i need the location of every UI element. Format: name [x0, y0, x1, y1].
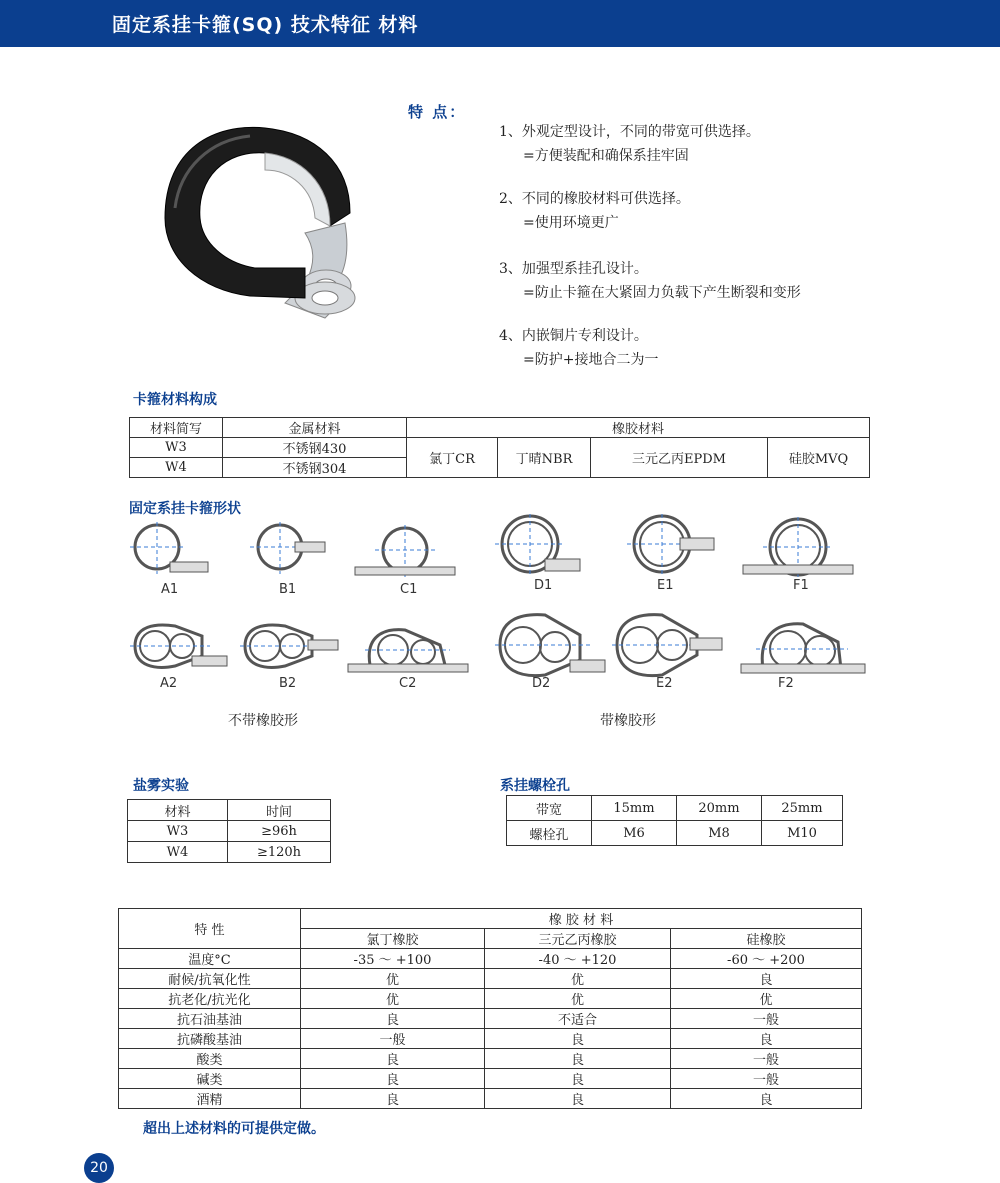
header-bar	[0, 0, 1000, 47]
props-value: 良	[301, 1089, 485, 1109]
props-name: 抗石油基油	[119, 1009, 301, 1029]
clamp-photo	[155, 118, 360, 323]
shape-b2-diagram	[240, 618, 340, 673]
salt-table	[127, 799, 331, 863]
composition-title: 卡箍材料构成	[133, 392, 217, 408]
shape-e2-diagram	[612, 610, 727, 680]
metal-cell: 不锈钢430	[223, 438, 407, 458]
header-abbr: 材料简写	[130, 418, 223, 438]
header-metal: 金属材料	[223, 418, 407, 438]
abbr-cell: W4	[130, 458, 223, 478]
props-header-rubber: 橡 胶 材 料	[301, 909, 862, 929]
props-value: -60 ～ +200	[671, 949, 862, 969]
props-value: 良	[671, 969, 862, 989]
props-value: 一般	[671, 1049, 862, 1069]
props-value: 优	[671, 989, 862, 1009]
properties-table	[118, 908, 862, 1109]
props-value: -40 ～ +120	[485, 949, 671, 969]
props-name: 耐候/抗氧化性	[119, 969, 301, 989]
bolt-cell: 带宽	[507, 796, 592, 821]
props-col: 硅橡胶	[671, 929, 862, 949]
props-value: 一般	[671, 1069, 862, 1089]
salt-time: ≥120h	[228, 842, 331, 863]
shape-label: F2	[778, 676, 794, 691]
shape-label: F1	[793, 578, 809, 593]
shape-label: D2	[532, 676, 551, 691]
custom-note: 超出上述材料的可提供定做。	[143, 1121, 325, 1137]
props-value: 良	[485, 1089, 671, 1109]
caption-with-rubber: 带橡胶形	[600, 713, 656, 729]
shape-label: C2	[399, 676, 417, 691]
shape-label: B2	[279, 676, 297, 691]
shapes-title: 固定系挂卡箍形状	[129, 501, 241, 517]
rubber-cell: 丁晴NBR	[498, 438, 591, 478]
shape-a2-diagram	[130, 618, 230, 673]
shape-label: D1	[534, 578, 553, 593]
feature-item	[499, 120, 760, 168]
props-value: 一般	[301, 1029, 485, 1049]
feature-main: 4、内嵌铜片专利设计。	[499, 328, 648, 344]
salt-time: ≥96h	[228, 821, 331, 842]
props-name: 抗磷酸基油	[119, 1029, 301, 1049]
props-value: 一般	[671, 1009, 862, 1029]
salt-header-material: 材料	[128, 800, 228, 821]
props-value: -35 ～ +100	[301, 949, 485, 969]
bolt-cell: M10	[762, 821, 843, 846]
shape-label: B1	[279, 582, 297, 597]
bolt-cell: M8	[677, 821, 762, 846]
bolt-cell: 25mm	[762, 796, 843, 821]
shape-label: A1	[161, 582, 179, 597]
props-value: 良	[485, 1029, 671, 1049]
props-value: 良	[671, 1089, 862, 1109]
bolt-title: 系挂螺栓孔	[500, 778, 570, 794]
props-name: 酒精	[119, 1089, 301, 1109]
props-value: 良	[301, 1069, 485, 1089]
salt-title: 盐雾实验	[133, 778, 189, 794]
salt-material: W3	[128, 821, 228, 842]
bolt-cell: 15mm	[592, 796, 677, 821]
rubber-cell: 氯丁CR	[407, 438, 498, 478]
shape-a1-diagram	[130, 522, 210, 577]
composition-table	[129, 417, 870, 478]
props-value: 优	[485, 989, 671, 1009]
shape-f1-diagram	[738, 517, 858, 579]
abbr-cell: W3	[130, 438, 223, 458]
feature-main: 3、加强型系挂孔设计。	[499, 261, 648, 277]
shape-f2-diagram	[738, 614, 868, 676]
header-rubber: 橡胶材料	[407, 418, 870, 438]
props-name: 抗老化/抗光化	[119, 989, 301, 1009]
props-name: 温度°C	[119, 949, 301, 969]
props-value: 优	[301, 989, 485, 1009]
shape-b1-diagram	[240, 522, 330, 577]
props-value: 良	[671, 1029, 862, 1049]
salt-header-time: 时间	[228, 800, 331, 821]
feature-sub: =方便装配和确保系挂牢固	[523, 148, 689, 164]
props-header-prop: 特 性	[119, 909, 301, 949]
shape-label: A2	[160, 676, 178, 691]
shape-label: C1	[400, 582, 418, 597]
props-value: 良	[485, 1049, 671, 1069]
rubber-cell: 三元乙丙EPDM	[591, 438, 768, 478]
bolt-cell: 螺栓孔	[507, 821, 592, 846]
shape-c1-diagram	[350, 525, 460, 580]
props-value: 优	[485, 969, 671, 989]
shape-c2-diagram	[345, 620, 470, 675]
feature-main: 2、不同的橡胶材料可供选择。	[499, 191, 690, 207]
props-name: 酸类	[119, 1049, 301, 1069]
props-value: 良	[301, 1049, 485, 1069]
bolt-table	[506, 795, 843, 846]
props-value: 良	[301, 1009, 485, 1029]
page-title: 固定系挂卡箍(SQ) 技术特征 材料	[112, 14, 419, 36]
feature-item	[499, 324, 658, 372]
feature-sub: =防止卡箍在大紧固力负载下产生断裂和变形	[523, 285, 801, 301]
props-name: 碱类	[119, 1069, 301, 1089]
props-col: 氯丁橡胶	[301, 929, 485, 949]
shape-e1-diagram	[622, 514, 717, 579]
feature-item	[499, 257, 801, 305]
features-title: 特 点：	[408, 103, 467, 121]
rubber-cell: 硅胶MVQ	[768, 438, 870, 478]
caption-no-rubber: 不带橡胶形	[228, 713, 298, 729]
shape-label: E1	[657, 578, 674, 593]
shape-label: E2	[656, 676, 673, 691]
feature-main: 1、外观定型设计，不同的带宽可供选择。	[499, 124, 760, 140]
props-value: 良	[485, 1069, 671, 1089]
props-value: 优	[301, 969, 485, 989]
feature-sub: =防护+接地合二为一	[523, 352, 659, 368]
bolt-cell: M6	[592, 821, 677, 846]
metal-cell: 不锈钢304	[223, 458, 407, 478]
shape-d1-diagram	[495, 514, 585, 579]
props-col: 三元乙丙橡胶	[485, 929, 671, 949]
shape-d2-diagram	[495, 610, 610, 680]
props-value: 不适合	[485, 1009, 671, 1029]
feature-item	[499, 187, 690, 235]
bolt-cell: 20mm	[677, 796, 762, 821]
page-number: 20	[84, 1153, 114, 1183]
salt-material: W4	[128, 842, 228, 863]
feature-sub: =使用环境更广	[523, 215, 619, 231]
